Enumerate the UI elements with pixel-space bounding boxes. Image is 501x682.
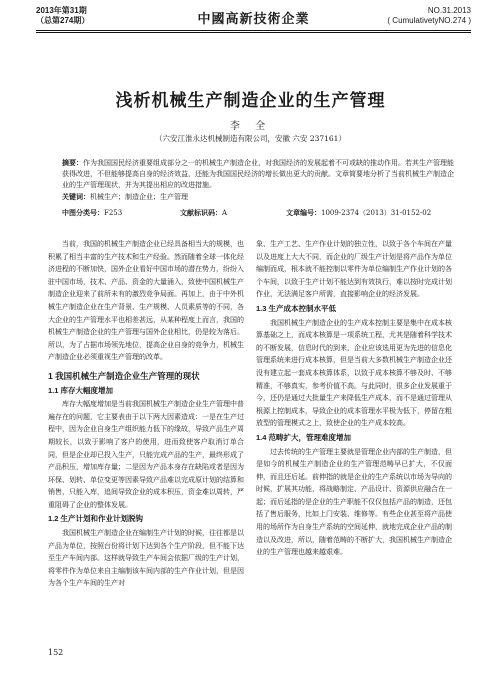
clc-value: F253 <box>104 209 123 217</box>
doc-code-field <box>180 208 227 218</box>
header-rule <box>36 30 471 31</box>
clc-label: 中图分类号： <box>62 208 104 217</box>
article-no-value: 1009-2374（2013）31-0152-02 <box>321 209 432 217</box>
subsection-heading-1-4: 1.4 范畴扩大，管理难度增加 <box>256 432 352 442</box>
doc-code-label: 文献标识码： <box>180 208 222 217</box>
doc-code-value: A <box>222 209 228 217</box>
issue-info <box>36 6 89 26</box>
right-column <box>256 238 452 559</box>
abstract-block <box>62 157 456 203</box>
keywords-text: 机械生产；制造企业；生产管理 <box>90 193 188 201</box>
paragraph-1-2-continued: 象、生产工艺、生产作业计划的独立性，以致于各个车间在产量以及进度上大大不同，而企业的厂级生产计划是将产品作为单位编制而成，根本就不能控制以零件为单位编制生产作业计划的各个车间，以致于生产计划不能达到有效执行，难以按时完成计划作业，无法满足客户所需，直接影响企业的经济发展。 <box>256 240 452 299</box>
issue-line-1: 2013年第31期 <box>36 6 87 15</box>
paragraph-1-1: 库存大幅度增加是当前我国机械生产制造企业生产管理中普遍存在的问题，它主要表由于以下两大因素造成：一是在生产过程中，因为企业自身生产组织能力低下的缘故，导致产品生产周期较长，以致于影响了客户的使用，进而致使客户取消订单合同，但是企业却已投入生产，只能完成产品的生产，最终形成了产品积压，增加库存量；二是因为产品本身存在缺陷或者是因为环保、划转、单位变更等因素导致产品难以完成原计划的结算和销售，只能入库，追间导致企业的成本积压，资金难以周转，严重阻碍了企业的整体发展。 <box>48 400 244 509</box>
paragraph-1-3: 我国机械生产制造企业的生产成本控制主要是集中在成本核算基础之上，而成本核算是一项系统工程，尤其是随着科学技术的不断发展，信息时代的到来，企业应该选用更为先进的信息化管理系统来进行成本核算，但是当前大多数机械生产制造企业还没有建立起一套成本核算体系，以致于成本核算不够及时、不够精准，不够真实，参考价值不高。与此同时，很多企业发展重于今，还仍是通过大批量生产来降低生产成本，而不是通过管理从根源上控制成本，导致企业的成本管理水平极为低下，停留在粗放型的管理模式之上，致使企业的生产成本较高。 <box>256 318 452 428</box>
section-heading-1: 1 我国机械生产制造企业生产管理的现状 <box>48 370 200 381</box>
paragraph-1-4: 过去传统的生产管理主要就是管理企业内部的生产制造，但是如今的机械生产制造企业的生产管理范畴早已扩大，不仅面伸，而且还后延。前伸指的就是企业的生产系统以市场为导向的时候，扩展其功能，将战略制定、产品设计、资源供应融合在一起；而后延指的是企业的生产职能不仅仅包括产品的制造，还包括了售后服务，比如上门安装、维修等。有些企业甚至将产品使用的场所作为自身生产系统的空间延伸，就地完成企业产品的制造以及改进，所以，随着范畴的不断扩大，我国机械生产制造企业的生产管理也越来越艰难。 <box>256 447 452 557</box>
subsection-heading-1-1: 1.1 库存大幅度增加 <box>48 385 114 395</box>
subsection-heading-1-3: 1.3 生产成本控制水平低 <box>256 303 337 313</box>
article-author: 李 全 <box>229 121 272 132</box>
author-affiliation: （六安江淮永达机械制造有限公司，安徽 六安 237161） <box>155 134 346 143</box>
journal-cumulative-number: ( CumulativetyNO.274 ) <box>387 16 471 25</box>
classification-line <box>62 208 456 219</box>
journal-number-info <box>387 6 471 26</box>
article-no-field <box>286 208 431 218</box>
page-number: 152 <box>48 648 64 657</box>
issue-line-2: （总第274期） <box>36 16 90 25</box>
journal-number: NO.31.2013 <box>427 6 471 15</box>
header-rule-secondary <box>36 32 471 33</box>
clc-field <box>62 208 122 218</box>
left-column <box>48 238 244 590</box>
keywords-label: 关键词： <box>62 192 90 201</box>
subsection-heading-1-2: 1.2 生产计划和作业计划脱钩 <box>48 514 144 524</box>
journal-name: 中國高新技術企業 <box>197 12 310 27</box>
abstract-label: 摘要： <box>62 158 83 167</box>
paragraph-1-2: 我国机械生产制造企业在编制生产计划的时候，往往都是以产品为单位，按照台份将计划下达到各个生产阶段，但不能下达至生产车间内部。这样就导致生产车间会依据厂级的生产计划，将零件作为单位来自主编制该车间内部的生产作业计划，但是因为各个生产车间的生产对 <box>48 529 244 588</box>
running-header <box>36 6 471 48</box>
article-no-label: 文章编号： <box>286 208 321 217</box>
article-title: 浅析机械生产制造企业的生产管理 <box>115 91 386 111</box>
abstract-text: 作为我国国民经济重要组成部分之一的机械生产制造企业，对我国经济的发展起着不可或缺的推动作用。若其生产管理能获得改进，不但能够提高自身的经济效益，还能为我国国民经济的增长做出更大的贡献。文章简要地分析了当前机械生产制造企业的生产管理现状，并为其提出相应的改进措施。 <box>62 159 454 189</box>
intro-paragraph: 当前，我国的机械生产制造企业已经具备相当大的规模，也积累了相当丰富的生产技术和生产经验。然而随着全球一体化经济进程的不断加快，国外企业看好中国市场的潜在势力，纷纷入驻中国市场，技术、产品、资金的大量涌入，致使中国机械生产制造企业迎来了前所未有的激烈竞争局面。再加上，由于中外机械生产制造企业在生产背景、生产规模、人员素质等的不同，各大企业的生产管理水平也相差甚远，从某种程度上而言，我国的机械生产制造企业的生产管理与国外企业相比，仍是较为落后。所以，为了占据市场领先地位，提高企业自身的竞争力，机械生产制造企业必须重视生产管理的改革。 <box>48 240 244 362</box>
